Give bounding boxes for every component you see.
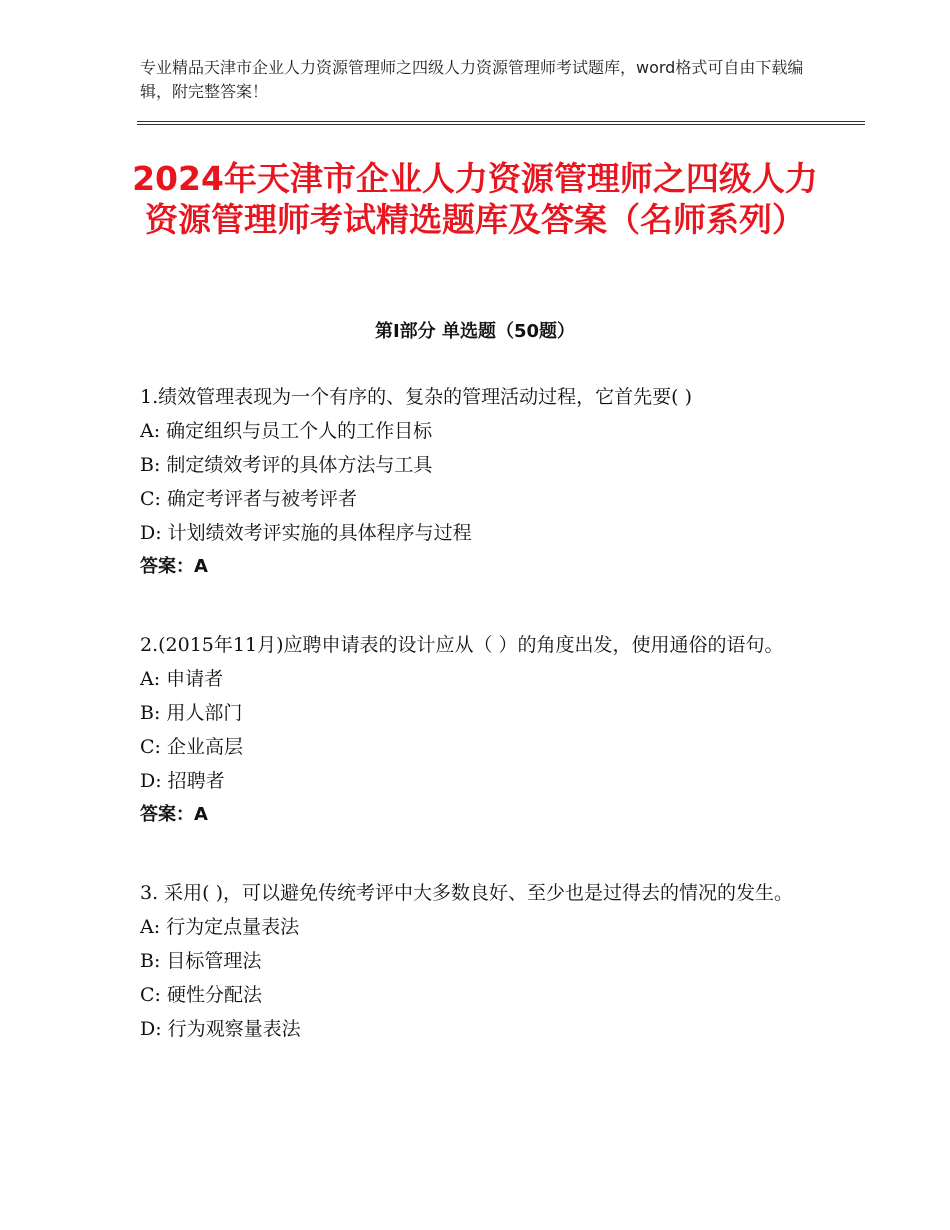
question-text: 3. 采用( )，可以避免传统考评中大多数良好、至少也是过得去的情况的发生。 (140, 882, 794, 904)
section-heading: 第Ⅰ部分 单选题（50题） (374, 321, 575, 342)
header-note: 专业精品天津市企业人力资源管理师之四级人力资源管理师考试题库，word格式可自由下载编辑，附完整答案！ (140, 58, 804, 101)
answer-label: 答案：A (140, 804, 208, 825)
document-title: 2024年天津市企业人力资源管理师之四级人力资源管理师考试精选题库及答案（名师系列） (132, 159, 818, 239)
question-list (140, 380, 820, 1090)
option-d: D: 行为观察量表法 (140, 1018, 301, 1040)
option-c: C: 企业高层 (140, 736, 243, 758)
option-d: D: 招聘者 (140, 770, 225, 792)
header-rule-bottom (137, 124, 865, 125)
option-d: D: 计划绩效考评实施的具体程序与过程 (140, 522, 472, 544)
question-text: 1.绩效管理表现为一个有序的、复杂的管理活动过程，它首先要( ) (140, 386, 692, 408)
option-a: A: 申请者 (140, 668, 224, 690)
option-c: C: 确定考评者与被考评者 (140, 488, 357, 510)
option-c: C: 硬性分配法 (140, 984, 262, 1006)
option-b: B: 目标管理法 (140, 950, 262, 972)
option-b: B: 用人部门 (140, 702, 243, 724)
option-a: A: 行为定点量表法 (140, 916, 300, 938)
option-a: A: 确定组织与员工个人的工作目标 (140, 420, 433, 442)
question-1 (140, 380, 820, 584)
answer-label: 答案：A (140, 556, 208, 577)
question-text: 2.(2015年11月)应聘申请表的设计应从（ ）的角度出发，使用通俗的语句。 (140, 634, 784, 656)
question-3 (140, 876, 820, 1046)
header-rule-top (137, 121, 865, 122)
question-2 (140, 628, 820, 832)
option-b: B: 制定绩效考评的具体方法与工具 (140, 454, 433, 476)
